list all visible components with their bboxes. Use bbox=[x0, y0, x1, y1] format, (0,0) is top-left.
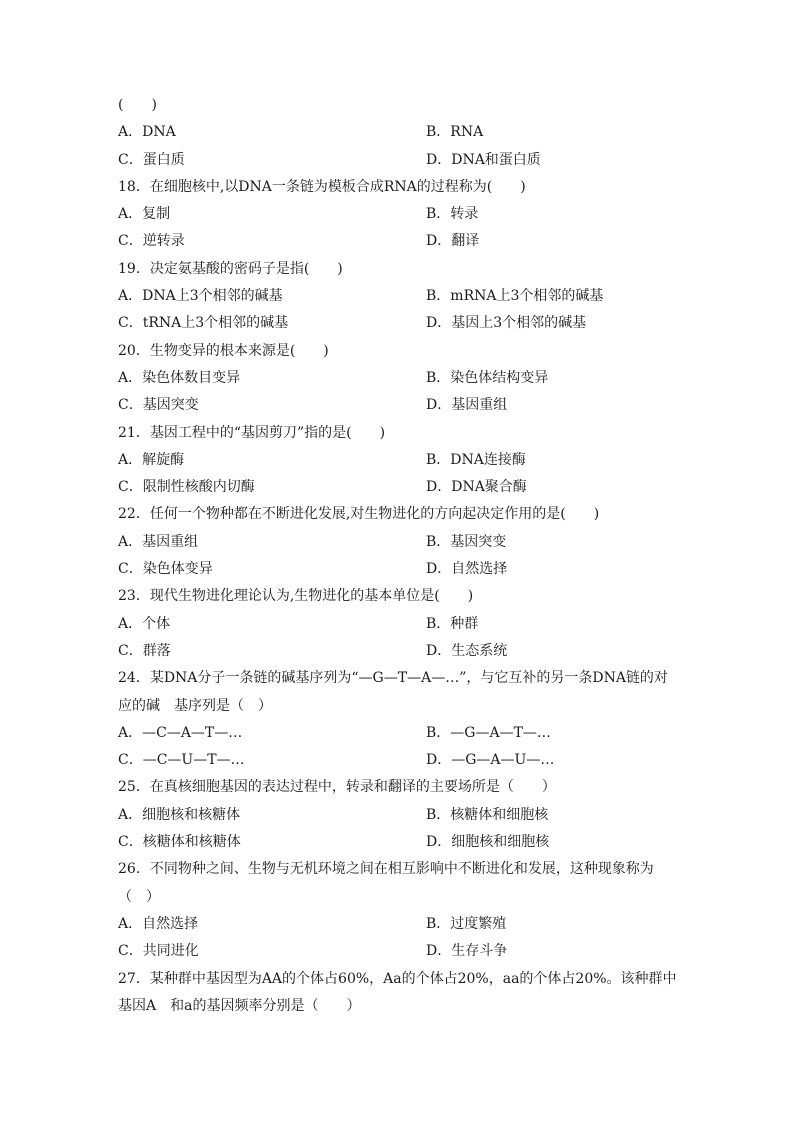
option-b: B．—G—A—T—… bbox=[426, 724, 551, 741]
option-a: A．—C—A—T—… bbox=[118, 724, 243, 741]
question bbox=[118, 256, 688, 338]
question bbox=[118, 774, 688, 856]
option-a: A．DNA bbox=[118, 124, 176, 141]
question-stem: 24．某DNA分子一条链的碱基序列为“—G—T—A—…”，与它互补的另一条DNA链的对 bbox=[118, 670, 668, 687]
option-d: D．细胞核和细胞核 bbox=[426, 834, 550, 851]
question-stem: 20．生物变异的根本来源是( ) bbox=[118, 342, 329, 359]
question-stem: 27．某种群中基因型为AA的个体占60%，Aa的个体占20%，aa的个体占20%。该种群中 bbox=[118, 970, 677, 987]
question-stem: 基因A 和a的基因频率分别是（ ） bbox=[118, 997, 361, 1014]
option-row bbox=[118, 474, 688, 501]
option-c: C．群落 bbox=[118, 642, 171, 659]
option-b: B．种群 bbox=[426, 615, 479, 632]
option-b: B．核糖体和细胞核 bbox=[426, 806, 549, 823]
option-c: C．基因突变 bbox=[118, 397, 199, 414]
option-row bbox=[118, 310, 688, 337]
option-b: B．染色体结构变异 bbox=[426, 369, 549, 386]
option-b: B．RNA bbox=[426, 124, 484, 141]
option-row bbox=[118, 829, 688, 856]
question-stem: 应的碱 基序列是（ ） bbox=[118, 697, 272, 714]
option-a: A．DNA上3个相邻的碱基 bbox=[118, 288, 283, 305]
option-d: D．自然选择 bbox=[426, 561, 508, 578]
option-row bbox=[118, 201, 688, 228]
option-row bbox=[118, 611, 688, 638]
option-row bbox=[118, 556, 688, 583]
question bbox=[118, 420, 688, 502]
option-row bbox=[118, 392, 688, 419]
question-stem: 23．现代生物进化理论认为,生物进化的基本单位是( ) bbox=[118, 588, 474, 605]
question-stem: 25．在真核细胞基因的表达过程中，转录和翻译的主要场所是（ ） bbox=[118, 779, 556, 796]
question-list bbox=[118, 174, 688, 1020]
option-row bbox=[118, 747, 688, 774]
question-stem: 22．任何一个物种都在不断进化发展,对生物进化的方向起决定作用的是( ) bbox=[118, 506, 600, 523]
option-row bbox=[118, 365, 688, 392]
option-d: D．DNA和蛋白质 bbox=[426, 151, 541, 168]
option-row bbox=[118, 802, 688, 829]
option-b: B．mRNA上3个相邻的碱基 bbox=[426, 288, 604, 305]
option-row bbox=[118, 529, 688, 556]
option-a: A．细胞核和核糖体 bbox=[118, 806, 241, 823]
option-c: C．染色体变异 bbox=[118, 561, 213, 578]
option-d: D．DNA聚合酶 bbox=[426, 479, 527, 496]
option-d: D．翻译 bbox=[426, 233, 480, 250]
option-b: B．过度繁殖 bbox=[426, 915, 507, 932]
option-d: D．生存斗争 bbox=[426, 943, 508, 960]
question-stem: 21．基因工程中的“基因剪刀”指的是( ) bbox=[118, 424, 386, 441]
option-c: C．核糖体和核糖体 bbox=[118, 834, 241, 851]
option-row bbox=[118, 447, 688, 474]
question bbox=[118, 856, 688, 965]
question bbox=[118, 966, 688, 1021]
option-b: B．DNA连接酶 bbox=[426, 451, 526, 468]
question bbox=[118, 174, 688, 256]
question bbox=[118, 501, 688, 583]
option-a: A．自然选择 bbox=[118, 915, 199, 932]
option-b: B．转录 bbox=[426, 206, 479, 223]
question-stem: 19．决定氨基酸的密码子是指( ) bbox=[118, 260, 343, 277]
option-c: C．限制性核酸内切酶 bbox=[118, 479, 255, 496]
option-row bbox=[118, 147, 688, 174]
option-b: B．基因突变 bbox=[426, 533, 507, 550]
question bbox=[118, 583, 688, 665]
option-c: C．蛋白质 bbox=[118, 151, 185, 168]
question-stem: （ ） bbox=[118, 888, 160, 905]
option-row bbox=[118, 119, 688, 146]
option-row bbox=[118, 638, 688, 665]
option-row bbox=[118, 938, 688, 965]
question-stem: 26．不同物种之间、生物与无机环境之间在相互影响中不断进化和发展，这种现象称为 bbox=[118, 861, 654, 878]
option-a: A．个体 bbox=[118, 615, 171, 632]
option-d: D．生态系统 bbox=[426, 642, 508, 659]
option-d: D．基因上3个相邻的碱基 bbox=[426, 315, 587, 332]
question-fragment: ( ) bbox=[118, 97, 157, 113]
option-a: A．基因重组 bbox=[118, 533, 199, 550]
option-c: C．tRNA上3个相邻的碱基 bbox=[118, 315, 289, 332]
option-a: A．染色体数目变异 bbox=[118, 369, 241, 386]
option-d: D．基因重组 bbox=[426, 397, 508, 414]
option-row bbox=[118, 720, 688, 747]
question bbox=[118, 665, 688, 774]
question bbox=[118, 338, 688, 420]
exam-page bbox=[118, 92, 688, 1020]
option-d: D．—G—A—U—… bbox=[426, 752, 555, 769]
option-row bbox=[118, 228, 688, 255]
option-c: C．逆转录 bbox=[118, 233, 185, 250]
option-row bbox=[118, 911, 688, 938]
option-a: A．复制 bbox=[118, 206, 171, 223]
option-c: C．—C—U—T—… bbox=[118, 752, 245, 769]
option-row bbox=[118, 283, 688, 310]
option-c: C．共同进化 bbox=[118, 943, 199, 960]
option-a: A．解旋酶 bbox=[118, 451, 185, 468]
question-stem: 18．在细胞核中,以DNA一条链为模板合成RNA的过程称为( ) bbox=[118, 178, 526, 195]
